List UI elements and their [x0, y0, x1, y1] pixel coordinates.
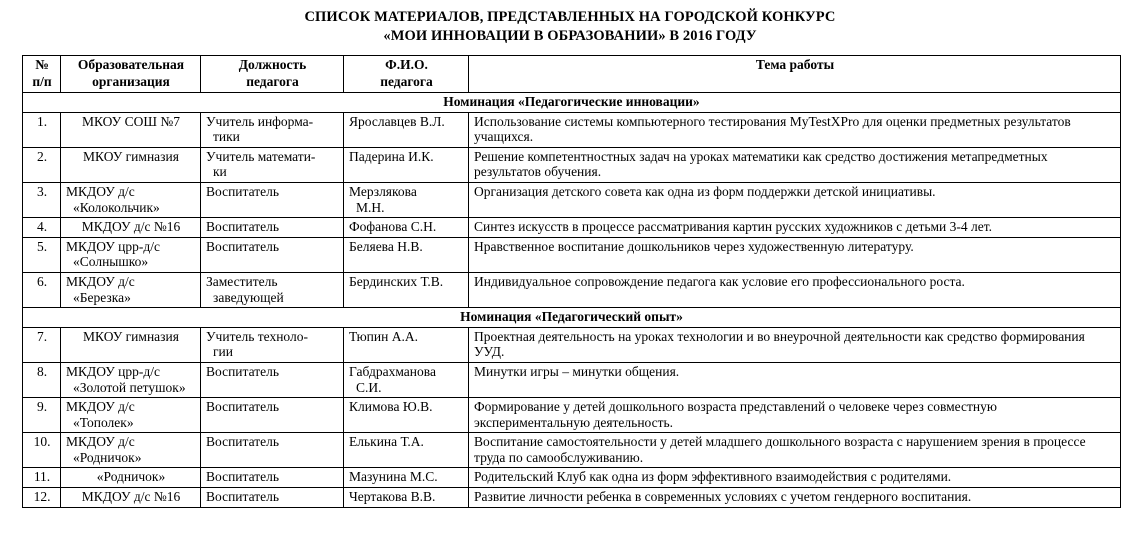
table-row — [23, 112, 1121, 147]
nomination-section-row — [23, 308, 1121, 328]
cell-organization — [61, 218, 201, 238]
cell-position-line-2: заведующей — [213, 289, 284, 305]
cell-organization-line-1: МКДОУ д/с №16 — [81, 219, 181, 235]
cell-position — [201, 398, 344, 433]
cell-teacher-name — [344, 362, 469, 397]
cell-teacher-name-line-1: Климова Ю.В. — [349, 399, 433, 415]
cell-organization-line-1: МКДОУ д/с — [66, 273, 135, 289]
cell-theme: Родительский Клуб как одна из форм эффективного взаимодействия с родителями. — [469, 468, 1121, 488]
cell-organization-line-1: МКДОУ д/с — [66, 434, 135, 450]
cell-row-number: 2. — [23, 147, 61, 182]
cell-organization-line-1: МКДОУ д/с №16 — [81, 489, 181, 505]
page-title-line-2: «МОИ ИННОВАЦИИ В ОБРАЗОВАНИИ» В 2016 ГОДУ — [383, 28, 757, 44]
cell-organization-line-2: «Березка» — [73, 289, 131, 305]
cell-organization-line-1: МКДОУ црр-д/с — [66, 363, 160, 379]
table-header-row — [23, 56, 1121, 93]
cell-position-line-2: гии — [213, 344, 233, 360]
cell-organization — [61, 147, 201, 182]
cell-teacher-name — [344, 468, 469, 488]
table-row — [23, 327, 1121, 362]
column-header-position — [201, 56, 344, 93]
cell-row-number: 1. — [23, 112, 61, 147]
cell-position-line-1: Воспитатель — [206, 489, 280, 505]
cell-teacher-name-line-1: Бердинских Т.В. — [349, 273, 444, 289]
table-row — [23, 433, 1121, 468]
cell-organization-line-1: МКОУ гимназия — [83, 148, 179, 164]
table-row — [23, 218, 1121, 238]
cell-theme: Нравственное воспитание дошкольников через художественную литературу. — [469, 237, 1121, 272]
cell-position — [201, 218, 344, 238]
cell-teacher-name — [344, 398, 469, 433]
column-header-number-line-1: № — [35, 57, 49, 72]
cell-organization-line-2: «Родничок» — [73, 449, 142, 465]
cell-teacher-name — [344, 147, 469, 182]
cell-teacher-name — [344, 112, 469, 147]
table-row — [23, 362, 1121, 397]
nomination-section-title: Номинация «Педагогический опыт» — [23, 308, 1121, 328]
cell-organization-line-1: МКОУ гимназия — [83, 328, 179, 344]
cell-position-line-1: Воспитатель — [206, 219, 280, 235]
cell-theme: Минутки игры – минутки общения. — [469, 362, 1121, 397]
cell-teacher-name-line-1: Беляева Н.В. — [349, 238, 423, 254]
page-title-line-1: СПИСОК МАТЕРИАЛОВ, ПРЕДСТАВЛЕННЫХ НА ГОРОДСКОЙ КОНКУРС — [304, 9, 836, 25]
cell-organization-line-1: МКДОУ д/с — [66, 399, 135, 415]
column-header-number — [23, 56, 61, 93]
cell-position-line-1: Воспитатель — [206, 399, 280, 415]
column-header-teacher-name-line-2: педагога — [380, 73, 433, 89]
cell-teacher-name-line-1: Падерина И.К. — [349, 148, 434, 164]
cell-position — [201, 237, 344, 272]
column-header-position-line-2: педагога — [246, 73, 299, 89]
column-header-teacher-name-line-1: Ф.И.О. — [385, 57, 428, 72]
table-row — [23, 398, 1121, 433]
table-row — [23, 488, 1121, 508]
cell-organization — [61, 398, 201, 433]
cell-teacher-name — [344, 218, 469, 238]
cell-organization-line-2: «Тополек» — [73, 414, 134, 430]
cell-row-number: 4. — [23, 218, 61, 238]
column-header-organization-line-2: организация — [92, 73, 170, 89]
materials-table — [22, 55, 1121, 508]
nomination-section-row — [23, 93, 1121, 113]
cell-theme: Синтез искусств в процессе рассматривания картин русских художников с детьми 3-4 лет. — [469, 218, 1121, 238]
cell-organization — [61, 112, 201, 147]
table-row — [23, 468, 1121, 488]
cell-theme: Организация детского совета как одна из форм поддержки детской инициативы. — [469, 182, 1121, 217]
cell-organization-line-1: МКДОУ д/с — [66, 183, 135, 199]
cell-position-line-1: Воспитатель — [206, 434, 280, 450]
cell-position-line-1: Воспитатель — [206, 363, 280, 379]
cell-teacher-name-line-1: Тюпин А.А. — [349, 328, 418, 344]
cell-teacher-name-line-1: Чертакова В.В. — [349, 489, 436, 505]
cell-teacher-name-line-1: Ярославцев В.Л. — [349, 113, 445, 129]
cell-position — [201, 327, 344, 362]
cell-organization-line-1: МКОУ СОШ №7 — [82, 113, 180, 129]
cell-position-line-1: Воспитатель — [206, 238, 280, 254]
cell-organization — [61, 362, 201, 397]
cell-organization — [61, 237, 201, 272]
cell-teacher-name — [344, 182, 469, 217]
cell-position — [201, 272, 344, 307]
column-header-position-line-1: Должность — [238, 57, 307, 72]
cell-organization-line-1: «Родничок» — [96, 469, 166, 485]
cell-row-number: 6. — [23, 272, 61, 307]
cell-position — [201, 112, 344, 147]
cell-position-line-1: Воспитатель — [206, 469, 280, 485]
cell-teacher-name-line-1: Мазунина М.С. — [349, 469, 438, 485]
cell-organization-line-2: «Колокольчик» — [73, 199, 160, 215]
cell-teacher-name — [344, 488, 469, 508]
cell-position-line-1: Учитель информа- — [206, 113, 314, 129]
cell-position-line-2: тики — [213, 129, 240, 145]
cell-position-line-1: Учитель математи- — [206, 148, 316, 164]
cell-theme: Решение компетентностных задач на уроках математики как средство достижения метапредметных результатов обучения. — [469, 147, 1121, 182]
cell-theme: Использование системы компьютерного тестирования MyTestXPro для оценки предметных результатов учащихся. — [469, 112, 1121, 147]
column-header-organization-line-1: Образовательная — [77, 57, 185, 72]
table-header — [23, 56, 1121, 93]
cell-row-number: 7. — [23, 327, 61, 362]
cell-position — [201, 488, 344, 508]
cell-position-line-1: Заместитель — [206, 273, 278, 289]
column-header-teacher-name — [344, 56, 469, 93]
table-row — [23, 272, 1121, 307]
cell-teacher-name-line-1: Мерзлякова — [349, 183, 417, 199]
cell-position-line-2: ки — [213, 164, 227, 180]
cell-teacher-name — [344, 272, 469, 307]
cell-position — [201, 468, 344, 488]
column-header-number-line-2: п/п — [32, 73, 52, 89]
cell-theme: Формирование у детей дошкольного возраста представлений о человеке через совместную экспериментальную деятельность. — [469, 398, 1121, 433]
cell-position-line-1: Воспитатель — [206, 183, 280, 199]
table-row — [23, 182, 1121, 217]
cell-theme: Проектная деятельность на уроках технологии и во внеурочной деятельности как средство формирования УУД. — [469, 327, 1121, 362]
table-body — [23, 93, 1121, 508]
column-header-organization — [61, 56, 201, 93]
column-header-theme: Тема работы — [469, 56, 1121, 93]
cell-organization — [61, 468, 201, 488]
cell-teacher-name-line-2: С.И. — [356, 379, 382, 395]
cell-row-number: 12. — [23, 488, 61, 508]
cell-position — [201, 182, 344, 217]
cell-row-number: 3. — [23, 182, 61, 217]
cell-position — [201, 433, 344, 468]
table-row — [23, 237, 1121, 272]
cell-theme: Индивидуальное сопровождение педагога как условие его профессионального роста. — [469, 272, 1121, 307]
cell-teacher-name — [344, 237, 469, 272]
cell-row-number: 9. — [23, 398, 61, 433]
nomination-section-title: Номинация «Педагогические инновации» — [23, 93, 1121, 113]
cell-row-number: 8. — [23, 362, 61, 397]
cell-organization-line-2: «Солнышко» — [73, 254, 149, 270]
cell-theme: Развитие личности ребенка в современных условиях с учетом гендерного воспитания. — [469, 488, 1121, 508]
cell-organization — [61, 488, 201, 508]
cell-position — [201, 362, 344, 397]
cell-teacher-name — [344, 327, 469, 362]
cell-row-number: 5. — [23, 237, 61, 272]
cell-row-number: 10. — [23, 433, 61, 468]
cell-organization-line-1: МКДОУ црр-д/с — [66, 238, 160, 254]
cell-teacher-name-line-1: Габдрахманова — [349, 363, 436, 379]
cell-organization-line-2: «Золотой петушок» — [73, 379, 186, 395]
cell-theme: Воспитание самостоятельности у детей младшего дошкольного возраста с нарушением зрения в процессе труда по самообслуживанию. — [469, 433, 1121, 468]
cell-position-line-1: Учитель техноло- — [206, 328, 308, 344]
cell-position — [201, 147, 344, 182]
table-row — [23, 147, 1121, 182]
cell-organization — [61, 327, 201, 362]
cell-teacher-name-line-1: Елькина Т.А. — [349, 434, 424, 450]
cell-organization — [61, 433, 201, 468]
cell-organization — [61, 272, 201, 307]
page-title — [0, 0, 1140, 46]
cell-organization — [61, 182, 201, 217]
cell-teacher-name-line-2: М.Н. — [356, 199, 385, 215]
cell-teacher-name — [344, 433, 469, 468]
cell-teacher-name-line-1: Фофанова С.Н. — [349, 219, 437, 235]
cell-row-number: 11. — [23, 468, 61, 488]
